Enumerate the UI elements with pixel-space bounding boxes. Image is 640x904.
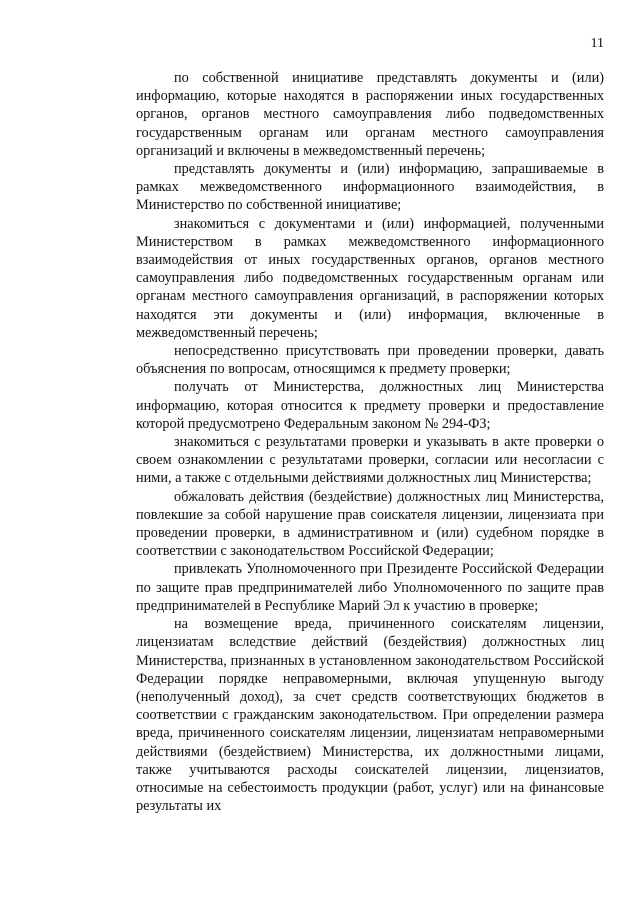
paragraph-submit-documents-own-initiative: по собственной инициативе представлять документы и (или) информацию, которые находятся в распоряжении иных государственных органов, органов местного самоуправления либо подведомственных государственным органам или органам местного самоуправления организаций и включены в межведомственный перечень; <box>136 70 604 159</box>
paragraph-involve-ombudsman: привлекать Уполномоченного при Президенте Российской Федерации по защите прав предпринимателей либо Уполномоченного по защите прав предпринимателей в Республике Марий Эл к участию в проверке; <box>136 561 604 614</box>
paragraph-review-inspection-results: знакомиться с результатами проверки и указывать в акте проверки о своем ознакомлении с результатами проверки, согласии или несогласии с ними, а также с отдельными действиями должностных лиц Министерства; <box>136 434 604 487</box>
body-text <box>136 69 604 815</box>
paragraph-receive-information: получать от Министерства, должностных лиц Министерства информацию, которая относится к предмету проверки и предоставление которой предусмотрено Федеральным законом № 294-ФЗ; <box>136 379 604 432</box>
paragraph-submit-requested-documents: представлять документы и (или) информацию, запрашиваемые в рамках межведомственного информационного взаимодействия, в Министерство по собственной инициативе; <box>136 161 604 214</box>
paragraph-attend-inspection: непосредственно присутствовать при проведении проверки, давать объяснения по вопросам, относящимся к предмету проверки; <box>136 343 604 378</box>
paragraph-compensation-for-harm: на возмещение вреда, причиненного соискателям лицензии, лицензиатам вследствие действий (бездействия) должностных лиц Министерства, признанных в установленном законодательством Российской Федерации порядке неправомерными, включая упущенную выгоду (неполученный доход), за счет средств соответствующих бюджетов в соответствии с гражданским законодательством. При определении размера вреда, причиненного соискателям лицензии, лицензиатам неправомерными действиями (бездействием) Министерства, их должностными лицами, также учитываются расходы соискателей лицензии, лицензиатов, относимые на себестоимость продукции (работ, услуг) или на финансовые результаты их <box>136 616 604 815</box>
page-number: 11 <box>590 36 604 51</box>
paragraph-appeal-actions: обжаловать действия (бездействие) должностных лиц Министерства, повлекшие за собой нарушение прав соискателя лицензии, лицензиата при проведении проверки, в административном и (или) судебном порядке в соответствии с законодательством Российской Федерации; <box>136 488 604 560</box>
paragraph-review-received-documents: знакомиться с документами и (или) информацией, полученными Министерством в рамках межведомственного информационного взаимодействия от иных государственных органов, органов местного самоуправления либо подведомственных государственным органам или органам местного самоуправления организаций, в распоряжении которых находятся эти документы и (или) информация, включенные в межведомственный перечень; <box>136 215 604 341</box>
